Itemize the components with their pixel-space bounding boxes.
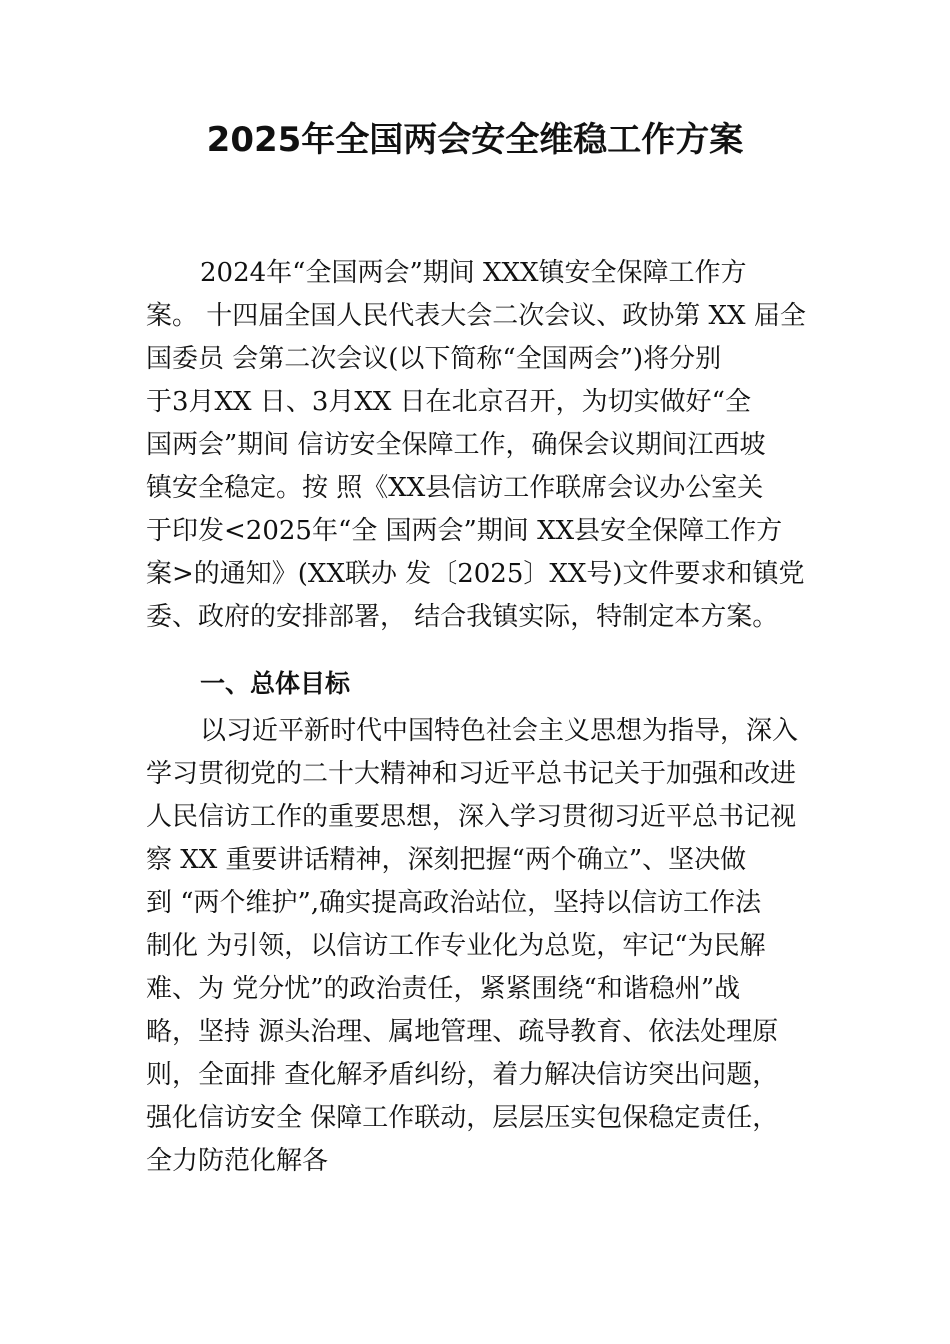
paragraph-line: 案>的通知》(XX联办 发〔2025〕XX号)文件要求和镇党 — [146, 559, 805, 589]
paragraph-line: 委、政府的安排部署， 结合我镇实际，特制定本方案。 — [146, 602, 779, 632]
intro-paragraph — [146, 252, 808, 639]
paragraph-line: 察 XX 重要讲话精神，深刻把握“两个确立”、坚决做 — [146, 845, 747, 875]
document-title: 2025年全国两会安全维稳工作方案 — [206, 120, 744, 160]
paragraph-line: 国委员 会第二次会议(以下简称“全国两会”)将分别 — [146, 344, 722, 374]
paragraph-line: 略，坚持 源头治理、属地管理、疏导教育、依法处理原 — [146, 1017, 779, 1047]
paragraph-line: 2024年“全国两会”期间 XXX镇安全保障工作方 — [200, 258, 747, 288]
section1-paragraph — [146, 710, 808, 1183]
paragraph-line: 全力防范化解各 — [146, 1146, 329, 1176]
section-heading-block — [146, 662, 808, 705]
paragraph-line: 镇安全稳定。按 照《XX县信访工作联席会议办公室关 — [146, 473, 764, 503]
paragraph-line: 于印发<2025年“全 国两会”期间 XX县安全保障工作方 — [146, 516, 783, 546]
paragraph-line: 于3月XX 日、3月XX 日在北京召开，为切实做好“全 — [146, 387, 751, 417]
paragraph-line: 则，全面排 查化解矛盾纠纷，着力解决信访突出问题， — [146, 1060, 779, 1090]
paragraph-line: 国两会”期间 信访安全保障工作，确保会议期间江西坡 — [146, 430, 766, 460]
paragraph-line: 人民信访工作的重要思想，深入学习贯彻习近平总书记视 — [146, 802, 797, 832]
paragraph-line: 难、为 党分忧”的政治责任，紧紧围绕“和谐稳州”战 — [146, 974, 741, 1004]
paragraph-line: 学习贯彻党的二十大精神和习近平总书记关于加强和改进 — [146, 759, 797, 789]
paragraph-line: 制化 为引领，以信访工作专业化为总览，牢记“为民解 — [146, 931, 766, 961]
paragraph-line: 强化信访安全 保障工作联动，层层压实包保稳定责任， — [146, 1103, 779, 1133]
paragraph-line: 以习近平新时代中国特色社会主义思想为指导，深入 — [200, 716, 799, 746]
paragraph-line: 到 “两个维护”,确实提高政治站位，坚持以信访工作法 — [146, 888, 762, 918]
section-heading: 一、总体目标 — [200, 669, 351, 698]
paragraph-line: 案。 十四届全国人民代表大会二次会议、政协第 XX 届全 — [146, 301, 806, 331]
